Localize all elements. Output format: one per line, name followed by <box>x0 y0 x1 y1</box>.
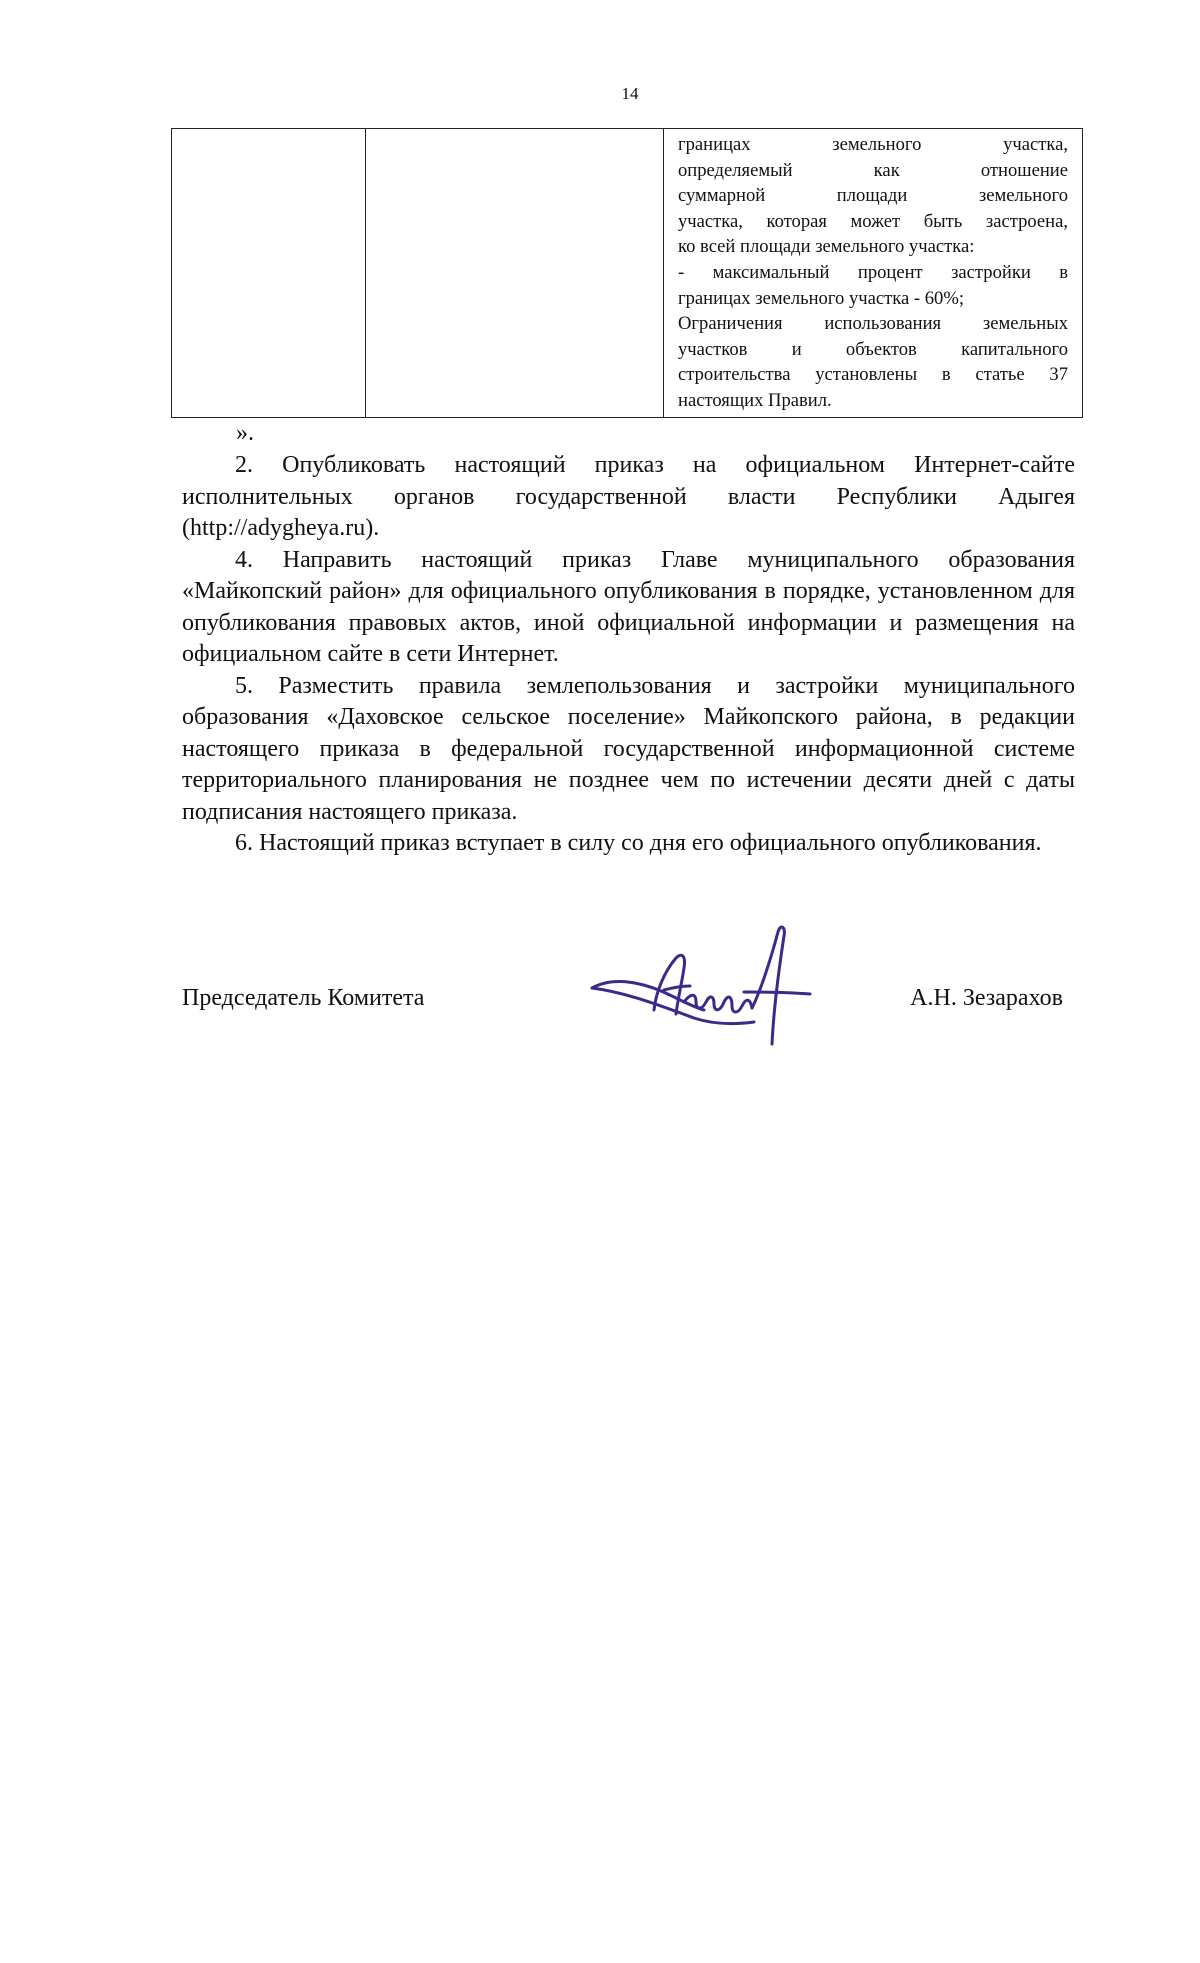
paragraph-6: 6. Настоящий приказ вступает в силу со дня его официального опубликования. <box>235 830 1042 856</box>
cell-line: участков и объектов капитального <box>678 338 1068 360</box>
cell-line: участка, которая может быть застроена, <box>678 210 1068 232</box>
cell-line: определяемый как отношение <box>678 159 1068 181</box>
table-row <box>172 129 1083 418</box>
cell-line: - максимальный процент застройки в <box>678 261 1068 283</box>
closing-quote: ». <box>236 420 254 446</box>
cell-line: границах земельного участка - 60%; <box>678 287 964 309</box>
order-paragraphs <box>182 450 1075 860</box>
cell-line: суммарной площади земельного <box>678 185 1068 207</box>
cell-line: границах земельного участка, <box>678 134 1068 155</box>
handwritten-signature <box>584 922 824 1052</box>
cell-line: настоящих Правил. <box>678 389 832 411</box>
cell-line: Ограничения использования земельных <box>678 313 1068 335</box>
table-cell-empty-2 <box>366 129 664 418</box>
regulations-text <box>664 129 1082 414</box>
table-cell-empty-1 <box>172 129 366 418</box>
page-number: 14 <box>621 84 639 103</box>
signer-name: А.Н. Зезарахов <box>910 985 1063 1011</box>
cell-line: ко всей площади земельного участка: <box>678 236 975 258</box>
cell-line: строительства установлены в статье 37 <box>678 364 1068 386</box>
paragraph-2: 2. Опубликовать настоящий приказ на официальном Интернет-сайте исполнительных органов государственной власти Республики Адыгея (http://adygheya.ru). <box>182 452 1075 541</box>
paragraph-5: 5. Разместить правила землепользования и застройки муниципального образования «Даховское сельское поселение» Майкопского района, в редакции настоящего приказа в федеральной государственной информационной системе территориального планирования не позднее чем по истечении десяти дней с даты подписания настоящего приказа. <box>182 672 1075 825</box>
paragraph-4: 4. Направить настоящий приказ Главе муниципального образования «Майкопский район» для официального опубликования в порядке, установленном для опубликования правовых актов, иной официальной информации и размещения на официальном сайте в сети Интернет. <box>182 546 1075 667</box>
signer-title: Председатель Комитета <box>182 985 425 1011</box>
zoning-table-fragment <box>171 128 1083 418</box>
table-cell-regulations <box>664 129 1083 418</box>
